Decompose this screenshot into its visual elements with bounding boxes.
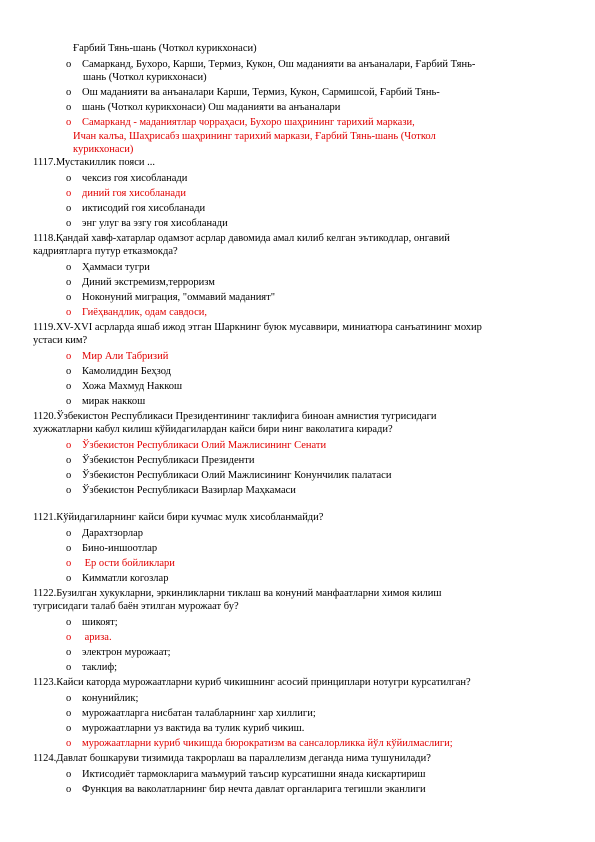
line-text: Ўзбекистон Республикаси Олий Мажлисининг Сенати bbox=[82, 440, 327, 451]
answer-option bbox=[66, 723, 304, 735]
bullet-icon: o bbox=[66, 693, 72, 704]
bullet-icon: o bbox=[66, 708, 72, 719]
line-text: шикоят; bbox=[82, 617, 118, 628]
answer-option bbox=[66, 351, 168, 363]
bullet-icon: o bbox=[66, 351, 72, 362]
bullet-icon: o bbox=[66, 769, 72, 780]
bullet-icon: o bbox=[66, 218, 72, 229]
line-text: ариза. bbox=[82, 632, 112, 643]
line-text: Ўзбекистон Республикаси Вазирлар Маҳкамаси bbox=[82, 485, 296, 496]
line-text: диний гоя хисобланади bbox=[82, 188, 186, 199]
bullet-icon: o bbox=[66, 485, 72, 496]
answer-option bbox=[66, 440, 326, 452]
answer-option bbox=[66, 662, 117, 674]
answer-option bbox=[66, 277, 215, 289]
line-text: курикхонаси) bbox=[73, 144, 134, 155]
line-text: 1118.Қандай хавф-хатарлар одамзот асрлар давомида амал килиб келган эътикодлар, онгавий bbox=[33, 233, 450, 244]
answer-option-continuation bbox=[83, 72, 207, 84]
line-text: Ер ости бойликлари bbox=[82, 558, 175, 569]
line-text: электрон мурожаат; bbox=[82, 647, 171, 658]
question-text bbox=[33, 588, 442, 600]
line-text: Ичан калъа, Шаҳрисабз шаҳрининг тарихий маркази, Ғарбий Тянь-шань (Чоткол bbox=[73, 131, 436, 142]
answer-option bbox=[66, 262, 150, 274]
line-text: Ҳаммаси тугри bbox=[82, 262, 150, 273]
question-text bbox=[33, 335, 87, 347]
bullet-icon: o bbox=[66, 173, 72, 184]
line-text: Ғарбий Тянь-шань (Чоткол курикхонаси) bbox=[73, 43, 257, 54]
answer-option bbox=[66, 396, 145, 408]
line-text: мурожаатларни куриб чикишда бюрократизм ва сансалорликка йўл кўйилмаслиги; bbox=[82, 738, 453, 749]
line-text: 1119.XV-XVI асрларда яшаб ижод этган Шаркнинг буюк мусаввири, миниатюра санъатининг мохир bbox=[33, 322, 482, 333]
line-text: Гиёҳвандлик, одам савдоси, bbox=[82, 307, 207, 318]
bullet-icon: o bbox=[66, 117, 72, 128]
bullet-icon: o bbox=[66, 470, 72, 481]
line-text: мурожаатларга нисбатан талабларнинг хар хиллиги; bbox=[82, 708, 316, 719]
line-text: Самарканд - маданиятлар чорраҳаси, Бухоро шаҳрининг тарихий маркази, bbox=[82, 117, 415, 128]
line-text: Ноконуний миграция, "оммавий маданият" bbox=[82, 292, 276, 303]
line-text: Самарканд, Бухоро, Карши, Термиз, Кукон, Ош маданияти ва анъаналари, Ғарбий Тянь- bbox=[82, 59, 476, 70]
line-text: Ош маданияти ва анъаналари Карши, Термиз, Кукон, Сармишсой, Ғарбий Тянь- bbox=[82, 87, 440, 98]
answer-option bbox=[66, 292, 275, 304]
line-text: 1120.Ўзбекистон Республикаси Президентининг таклифига биноан амнистия тугрисидаги bbox=[33, 411, 437, 422]
bullet-icon: o bbox=[66, 292, 72, 303]
answer-option bbox=[66, 59, 475, 71]
answer-option bbox=[66, 617, 118, 629]
line-text: конунийлик; bbox=[82, 693, 139, 704]
answer-option bbox=[66, 693, 138, 705]
answer-option bbox=[66, 470, 391, 482]
line-text: Функция ва ваколатларнинг бир нечта давлат органларига тегишли эканлиги bbox=[82, 784, 426, 795]
bullet-icon: o bbox=[66, 87, 72, 98]
line-text: Хожа Махмуд Наккош bbox=[82, 381, 183, 392]
answer-option bbox=[66, 573, 168, 585]
answer-option bbox=[66, 708, 316, 720]
line-text: 1123.Кайси каторда мурожаатларни куриб чикишнинг асосий принциплари нотугри курсатилган? bbox=[33, 677, 471, 688]
line-text: 1121.Кўйидагиларнинг кайси бири кучмас мулк хисобланмайди? bbox=[33, 512, 324, 523]
line-text: энг улуг ва эзгу гоя хисобланади bbox=[82, 218, 228, 229]
question-text bbox=[33, 411, 437, 423]
answer-option-continuation bbox=[73, 43, 257, 55]
bullet-icon: o bbox=[66, 381, 72, 392]
bullet-icon: o bbox=[66, 647, 72, 658]
question-text bbox=[33, 424, 393, 436]
bullet-icon: o bbox=[66, 784, 72, 795]
line-text: таклиф; bbox=[82, 662, 118, 673]
line-text: 1122.Бузилган хукукларни, эркинликларни тиклаш ва конуний манфаатларни химоя килиш bbox=[33, 588, 442, 599]
bullet-icon: o bbox=[66, 723, 72, 734]
line-text: шань (Чоткол курикхонаси) bbox=[83, 72, 207, 83]
bullet-icon: o bbox=[66, 662, 72, 673]
bullet-icon: o bbox=[66, 366, 72, 377]
answer-option bbox=[66, 784, 426, 796]
answer-option bbox=[66, 528, 143, 540]
question-text bbox=[33, 512, 323, 524]
line-text: Иктисодиёт тармокларига маъмурий таъсир курсатишни янада кискартириш bbox=[82, 769, 426, 780]
answer-option bbox=[66, 738, 453, 750]
question-text bbox=[33, 753, 431, 765]
bullet-icon: o bbox=[66, 440, 72, 451]
bullet-icon: o bbox=[66, 528, 72, 539]
line-text: Кимматли когозлар bbox=[82, 573, 169, 584]
answer-option bbox=[66, 203, 205, 215]
line-text: чексиз гоя хисобланади bbox=[82, 173, 188, 184]
bullet-icon: o bbox=[66, 307, 72, 318]
answer-option bbox=[66, 485, 296, 497]
line-text: мирак наккош bbox=[82, 396, 146, 407]
bullet-icon: o bbox=[66, 203, 72, 214]
line-text: тугрисидаги талаб баён этилган мурожаат бу? bbox=[33, 601, 239, 612]
answer-option bbox=[66, 87, 440, 99]
answer-option bbox=[66, 102, 340, 114]
line-text: устаси ким? bbox=[33, 335, 88, 346]
line-text: Мир Али Табризий bbox=[82, 351, 169, 362]
question-text bbox=[33, 233, 450, 245]
answer-option-continuation bbox=[73, 131, 436, 143]
answer-option bbox=[66, 632, 112, 644]
answer-option bbox=[66, 188, 186, 200]
answer-option bbox=[66, 218, 228, 230]
bullet-icon: o bbox=[66, 573, 72, 584]
bullet-icon: o bbox=[66, 262, 72, 273]
bullet-icon: o bbox=[66, 738, 72, 749]
bullet-icon: o bbox=[66, 543, 72, 554]
line-text: 1117.Мустакиллик пояси ... bbox=[33, 157, 156, 168]
question-text bbox=[33, 157, 155, 169]
line-text: Дарахтзорлар bbox=[82, 528, 144, 539]
line-text: Диний экстремизм,терроризм bbox=[82, 277, 215, 288]
answer-option bbox=[66, 647, 171, 659]
line-text: Ўзбекистон Республикаси Олий Мажлисининг Конунчилик палатаси bbox=[82, 470, 392, 481]
line-text: иктисодий гоя хисобланади bbox=[82, 203, 206, 214]
question-text bbox=[33, 246, 178, 258]
line-text: мурожаатларни уз вактида ва тулик куриб чикиш. bbox=[82, 723, 305, 734]
line-text: кадриятларга путур етказмокда? bbox=[33, 246, 178, 257]
line-text: шань (Чоткол курикхонаси) Ош маданияти ва анъаналари bbox=[82, 102, 341, 113]
line-text: Камолиддин Беҳзод bbox=[82, 366, 172, 377]
answer-option bbox=[66, 307, 207, 319]
question-text bbox=[33, 322, 482, 334]
line-text: хужжатларни кабул килиш кўйидагилардан кайси бири нинг ваколатига киради? bbox=[33, 424, 393, 435]
answer-option bbox=[66, 381, 182, 393]
answer-option bbox=[66, 769, 425, 781]
answer-option bbox=[66, 543, 157, 555]
bullet-icon: o bbox=[66, 188, 72, 199]
line-text: 1124.Давлат бошкаруви тизимида такрорлаш ва параллелизм деганда нима тушунилади? bbox=[33, 753, 431, 764]
bullet-icon: o bbox=[66, 455, 72, 466]
answer-option bbox=[66, 455, 254, 467]
bullet-icon: o bbox=[66, 632, 72, 643]
line-text: Бино-иншоотлар bbox=[82, 543, 158, 554]
bullet-icon: o bbox=[66, 617, 72, 628]
bullet-icon: o bbox=[66, 558, 72, 569]
answer-option bbox=[66, 558, 175, 570]
line-text: Ўзбекистон Республикаси Президенти bbox=[82, 455, 255, 466]
bullet-icon: o bbox=[66, 102, 72, 113]
question-text bbox=[33, 677, 471, 689]
bullet-icon: o bbox=[66, 59, 72, 70]
answer-option bbox=[66, 117, 415, 129]
question-text bbox=[33, 601, 239, 613]
bullet-icon: o bbox=[66, 396, 72, 407]
answer-option bbox=[66, 173, 187, 185]
answer-option bbox=[66, 366, 171, 378]
bullet-icon: o bbox=[66, 277, 72, 288]
answer-option-continuation bbox=[73, 144, 133, 156]
